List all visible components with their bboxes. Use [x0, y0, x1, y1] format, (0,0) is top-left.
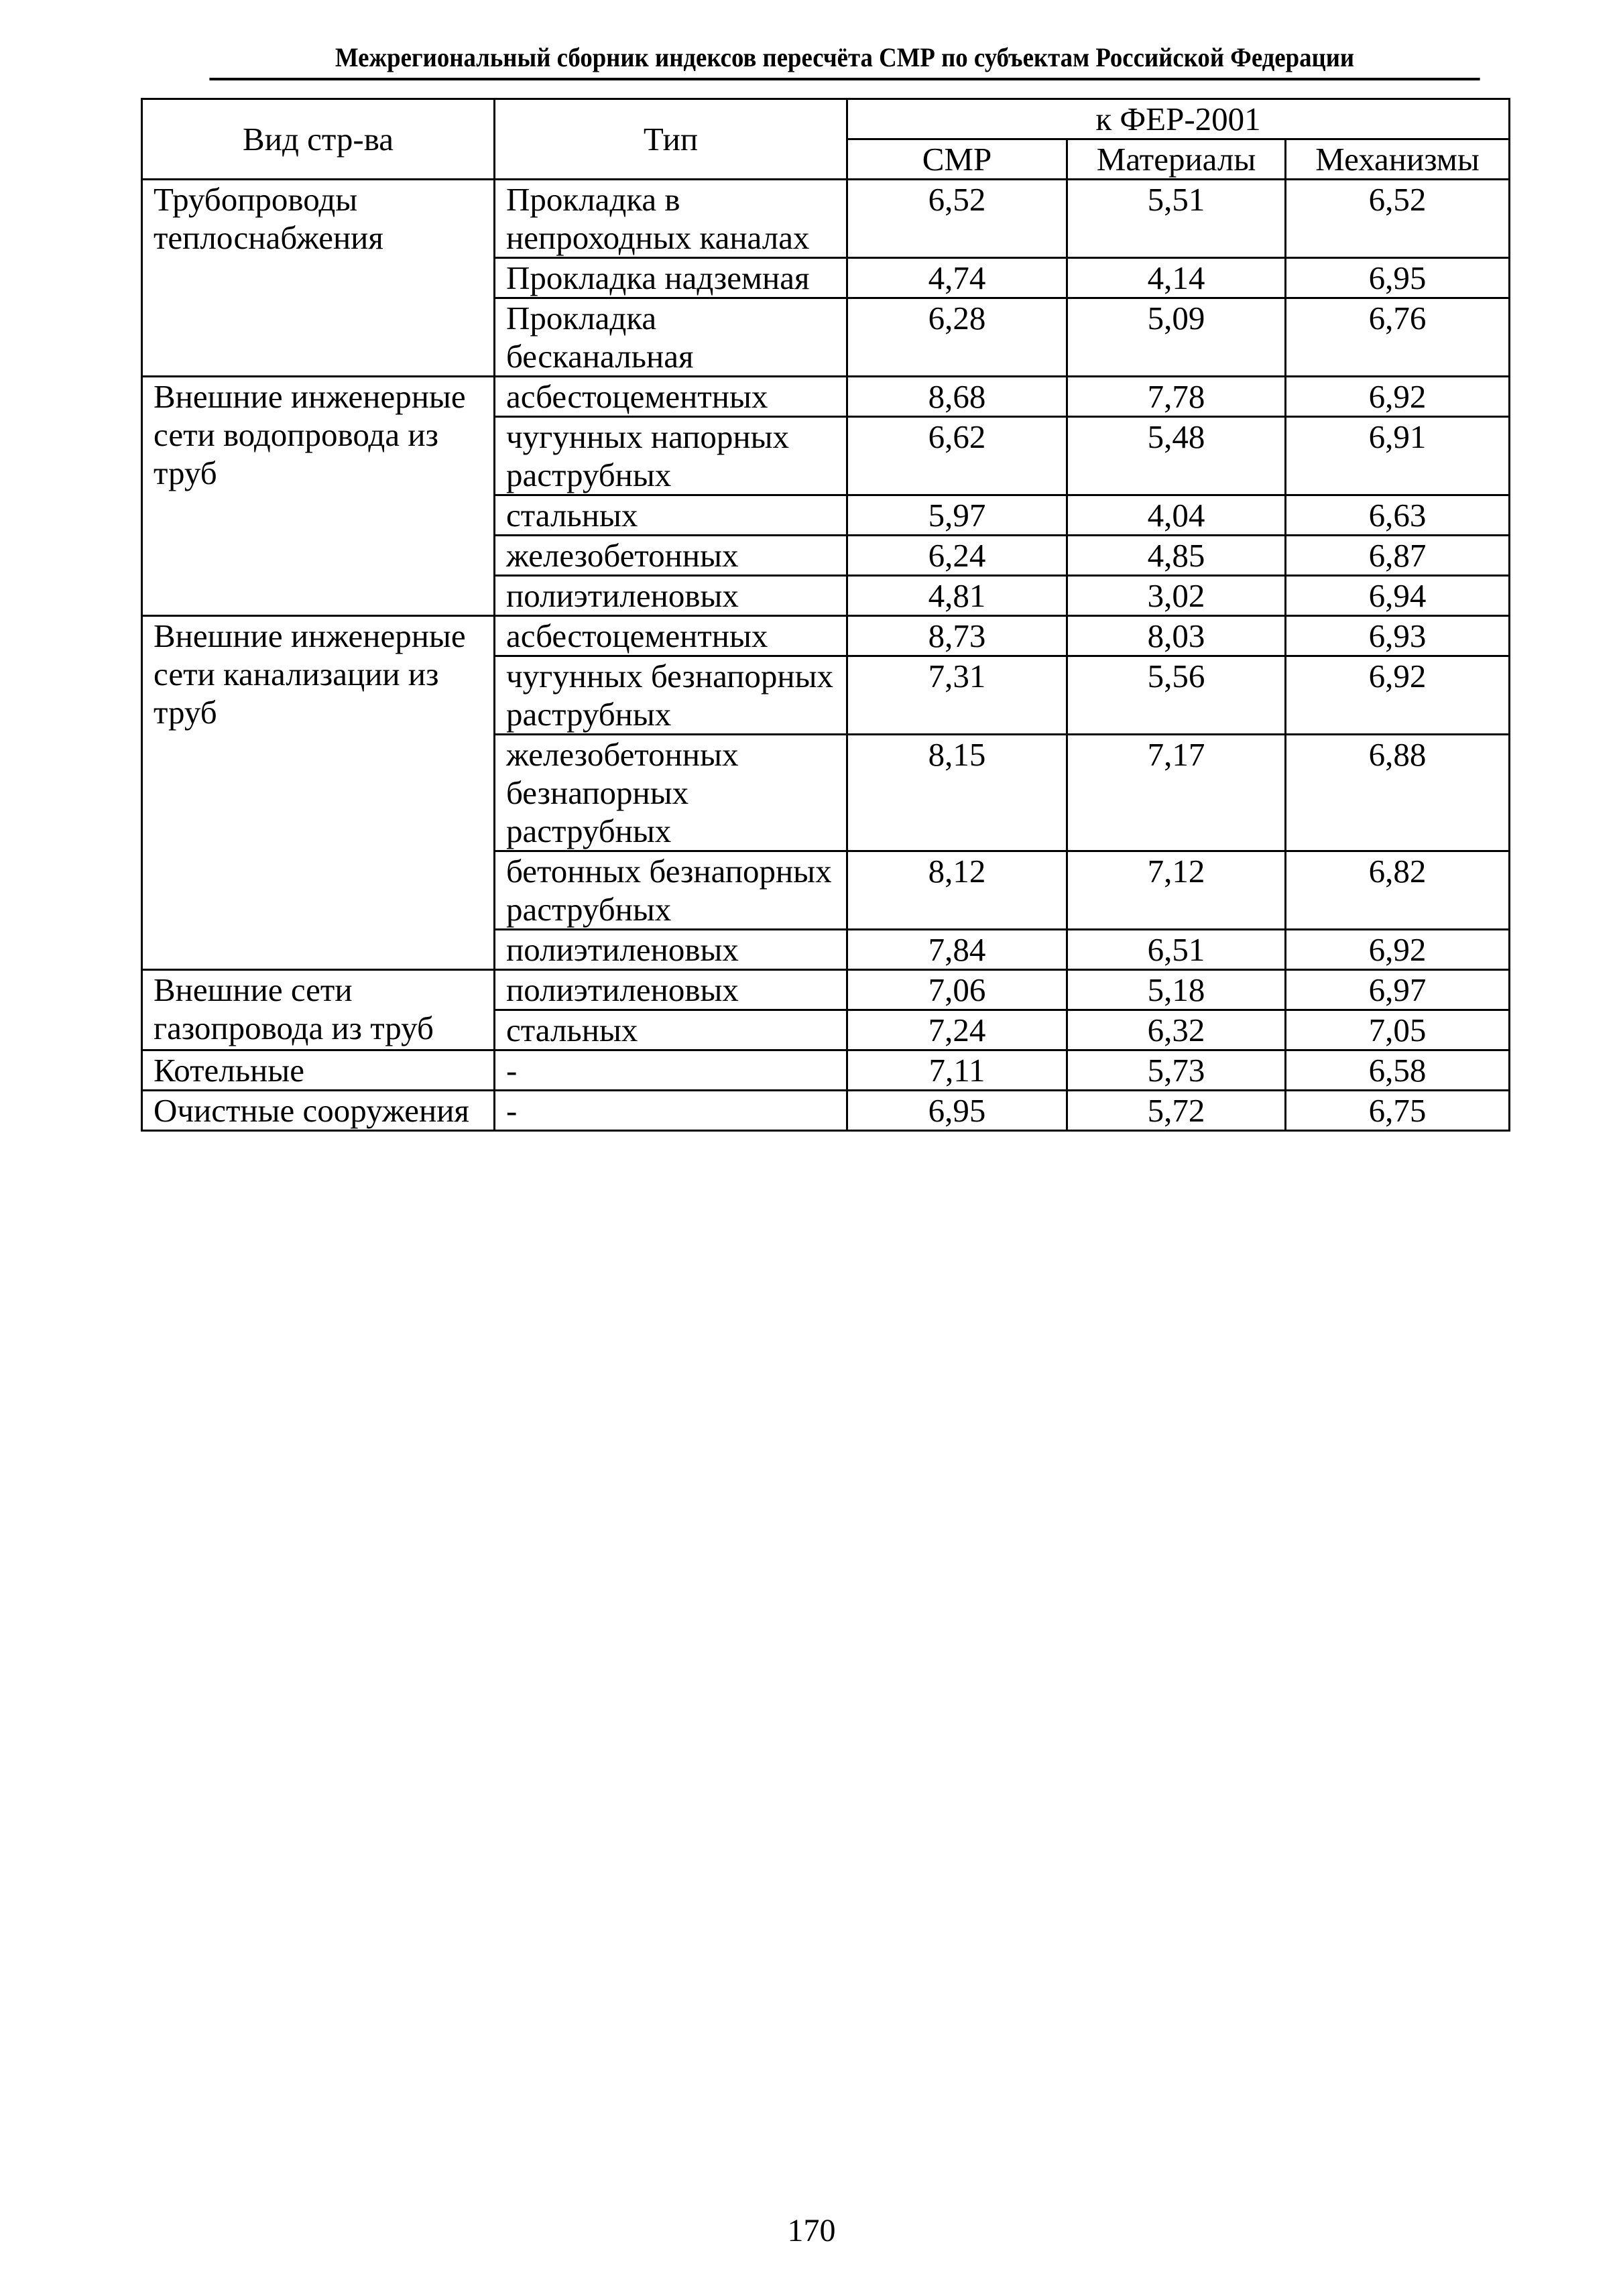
machines-cell: 6,97: [1286, 970, 1510, 1010]
smr-cell: 7,31: [847, 656, 1067, 735]
col-header-machines: Механизмы: [1286, 139, 1510, 180]
type-cell: стальных: [495, 1010, 847, 1050]
col-header-materials: Материалы: [1067, 139, 1286, 180]
col-header-type: Тип: [495, 99, 847, 180]
smr-cell: 4,81: [847, 576, 1067, 616]
machines-cell: 6,52: [1286, 180, 1510, 258]
type-cell: Прокладка бесканальная: [495, 298, 847, 377]
machines-cell: 6,95: [1286, 258, 1510, 298]
machines-cell: 6,91: [1286, 417, 1510, 495]
smr-cell: 4,74: [847, 258, 1067, 298]
smr-cell: 6,62: [847, 417, 1067, 495]
construction-kind-cell: Котельные: [142, 1050, 495, 1091]
construction-kind-cell: Очистные сооружения: [142, 1091, 495, 1131]
table-row: [142, 377, 1510, 417]
type-cell: -: [495, 1091, 847, 1131]
type-cell: бетонных безнапорных раструбных: [495, 851, 847, 930]
smr-cell: 7,06: [847, 970, 1067, 1010]
smr-cell: 6,95: [847, 1091, 1067, 1131]
col-header-kind: Вид стр-ва: [142, 99, 495, 180]
table-row: [142, 616, 1510, 656]
type-cell: -: [495, 1050, 847, 1091]
type-cell: асбестоцементных: [495, 616, 847, 656]
type-cell: стальных: [495, 495, 847, 536]
machines-cell: 6,75: [1286, 1091, 1510, 1131]
materials-cell: 5,51: [1067, 180, 1286, 258]
type-cell: чугунных напорных раструбных: [495, 417, 847, 495]
table-row: [142, 970, 1510, 1010]
type-cell: чугунных безнапорных раструбных: [495, 656, 847, 735]
machines-cell: 6,92: [1286, 656, 1510, 735]
machines-cell: 6,63: [1286, 495, 1510, 536]
materials-cell: 5,73: [1067, 1050, 1286, 1091]
smr-cell: 8,12: [847, 851, 1067, 930]
table-row: [142, 1091, 1510, 1131]
materials-cell: 5,09: [1067, 298, 1286, 377]
materials-cell: 4,04: [1067, 495, 1286, 536]
materials-cell: 5,48: [1067, 417, 1286, 495]
materials-cell: 7,12: [1067, 851, 1286, 930]
smr-cell: 6,24: [847, 536, 1067, 576]
materials-cell: 7,17: [1067, 735, 1286, 851]
materials-cell: 6,51: [1067, 930, 1286, 970]
page-number: 170: [787, 2213, 836, 2248]
type-cell: полиэтиленовых: [495, 576, 847, 616]
smr-cell: 5,97: [847, 495, 1067, 536]
machines-cell: 6,94: [1286, 576, 1510, 616]
table-body: [142, 180, 1510, 1131]
type-cell: Прокладка надземная: [495, 258, 847, 298]
materials-cell: 3,02: [1067, 576, 1286, 616]
type-cell: полиэтиленовых: [495, 970, 847, 1010]
machines-cell: 6,88: [1286, 735, 1510, 851]
col-group-header: к ФЕР-2001: [847, 99, 1510, 139]
type-cell: асбестоцементных: [495, 377, 847, 417]
materials-cell: 5,18: [1067, 970, 1286, 1010]
machines-cell: 6,58: [1286, 1050, 1510, 1091]
smr-cell: 7,24: [847, 1010, 1067, 1050]
type-cell: железобетонных безнапорных раструбных: [495, 735, 847, 851]
smr-cell: 7,11: [847, 1050, 1067, 1091]
machines-cell: 6,82: [1286, 851, 1510, 930]
smr-cell: 8,68: [847, 377, 1067, 417]
smr-cell: 6,52: [847, 180, 1067, 258]
machines-cell: 7,05: [1286, 1010, 1510, 1050]
smr-cell: 8,15: [847, 735, 1067, 851]
construction-kind-cell: Внешние инженерные сети канализации из труб: [142, 616, 495, 970]
smr-cell: 7,84: [847, 930, 1067, 970]
running-header: Межрегиональный сборник индексов пересчёта СМР по субъектам Российской Федерации: [209, 39, 1480, 80]
materials-cell: 7,78: [1067, 377, 1286, 417]
materials-cell: 8,03: [1067, 616, 1286, 656]
construction-kind-cell: Внешние инженерные сети водопровода из труб: [142, 377, 495, 616]
type-cell: Прокладка в непроходных каналах: [495, 180, 847, 258]
machines-cell: 6,93: [1286, 616, 1510, 656]
smr-cell: 8,73: [847, 616, 1067, 656]
construction-kind-cell: Трубопроводы теплоснабжения: [142, 180, 495, 377]
materials-cell: 5,72: [1067, 1091, 1286, 1131]
construction-kind-cell: Внешние сети газопровода из труб: [142, 970, 495, 1050]
smr-cell: 6,28: [847, 298, 1067, 377]
materials-cell: 4,85: [1067, 536, 1286, 576]
machines-cell: 6,92: [1286, 377, 1510, 417]
materials-cell: 4,14: [1067, 258, 1286, 298]
materials-cell: 6,32: [1067, 1010, 1286, 1050]
col-header-smr: СМР: [847, 139, 1067, 180]
materials-cell: 5,56: [1067, 656, 1286, 735]
machines-cell: 6,92: [1286, 930, 1510, 970]
type-cell: полиэтиленовых: [495, 930, 847, 970]
index-table: [141, 98, 1510, 1132]
machines-cell: 6,87: [1286, 536, 1510, 576]
machines-cell: 6,76: [1286, 298, 1510, 377]
table-row: [142, 180, 1510, 258]
header-row: [142, 99, 1510, 139]
table-row: [142, 1050, 1510, 1091]
type-cell: железобетонных: [495, 536, 847, 576]
